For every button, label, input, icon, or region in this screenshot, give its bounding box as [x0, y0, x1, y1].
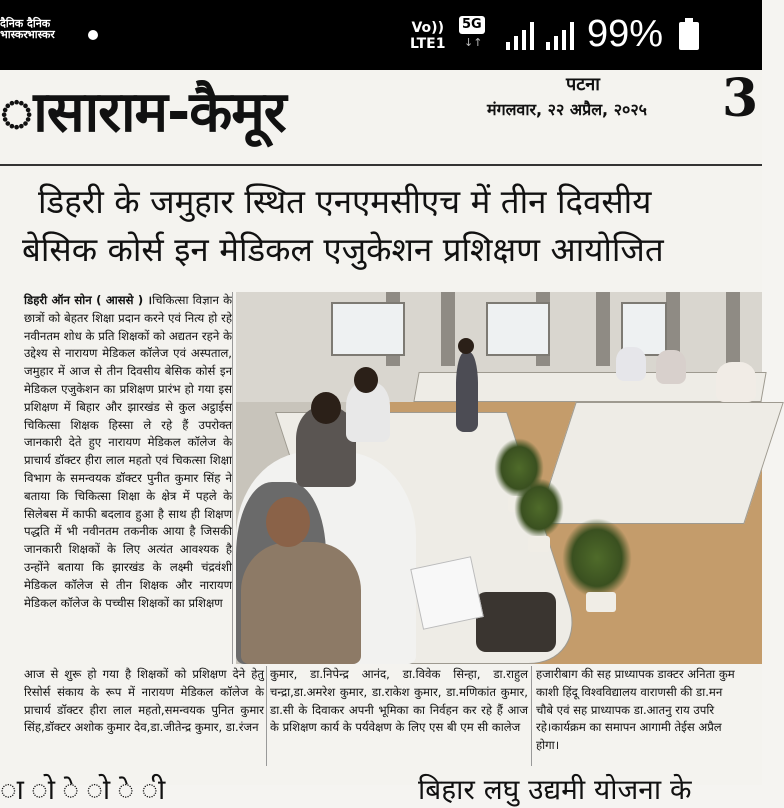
signal-strength-icon-2: [546, 22, 586, 50]
signal-strength-icon: [506, 22, 546, 50]
five-g-badge: 5G: [459, 16, 485, 34]
column-3-line: रहे।कार्यक्रम का समापन आगामी तेईस अप्रैल: [536, 720, 722, 735]
masthead-divider: [0, 164, 762, 166]
edition-date: मंगलवार, २२ अप्रैल, २०२५: [487, 100, 647, 119]
notification-dot-icon: [88, 30, 98, 40]
article-lead: [24, 292, 232, 612]
volte-label: Vo)): [411, 20, 444, 36]
next-headline-right: बिहार लघु उद्यमी योजना के: [418, 773, 692, 806]
column-3-line: चौबे एवं सह प्राध्यापक डा.आतनु राय उपरि: [536, 702, 715, 717]
network-indicator: [410, 20, 445, 52]
column-3-line: हजारीबाग की सह प्राध्यापक डाक्टर अनिता कुम: [536, 667, 735, 681]
battery-icon: [679, 18, 699, 50]
edition-city: पटना: [566, 74, 600, 95]
article-column-3: [536, 666, 776, 755]
article-lead-text: चिकित्सा विज्ञान के छात्रों को बेहतर शिक्षा प्रदान करने एवं नित्य हो रहे नवीनतम शोध के प्रति शिक्षकों को अद्यतन रहने के उद्देश्य से नारायण मेडिकल कॉलेज एवं अस्पताल, जमुहार में आज से तीन दिवसीय बेसिक कोर्स इन मेडिकल एजुकेशन का प्रशिक्षण प्रारंभ हो गया इस प्रशिक्षण में बिहार और झारखंड से कुल अट्ठाईस चिकित्सा शिक्षक हिस्सा ले रहे हैं उपरोक्त जानकारी देते हुए नारायण मेडिकल कॉलेज के प्राचार्य डॉक्टर हीरा लाल महतो एवं चिकत्सा शिक्षा विभाग के समन्वयक डॉक्टर पुनीत कुमार सिंह ने बताया कि चिकित्सा शिक्षा के क्षेत्र में पहले के सिलेबस में काफी बदलाव हुआ है साथ ही शिक्षण पद्धति में भी नवीनतम तकनीक आया है जिसकी जानकारी शिक्षकों के लिए अत्यंत आवश्यक है उन्होंने बताया कि झारखंड के लक्ष्मी चंद्रवंशी मेडिकल कॉलेज से तीन शिक्षक और नारायण मेडिकल कॉलेज के पच्चीस शिक्षकों का प्रशिक्षण: [24, 293, 232, 610]
newspaper-page: [0, 68, 762, 806]
article-column-1: आज से शुरू हो गया है शिक्षकों को प्रशिक्षण देने हेतु रिसोर्स संकाय के रूप में नारायण मेडिकल कॉलेज के प्राचार्य डॉक्टर हीरा लाल महतो,समन्वयक पुनित कुमार सिंह,डॉक्टर अशोक कुमार देव,डा.जीतेन्द्र कुमार, डा.रंजन: [24, 667, 264, 735]
lte-label: LTE1: [410, 36, 446, 52]
data-activity-icon: ↓↑: [464, 36, 483, 49]
next-headline-left: ा ो े ो े ी: [0, 773, 166, 806]
article-photo: [236, 292, 762, 664]
article-headline-line-2: बेसिक कोर्स इन मेडिकल एजुकेशन प्रशिक्षण आयोजित: [22, 230, 664, 269]
column-3-line: काशी हिंदू विश्वविद्यालय वाराणसी की डा.मन: [536, 684, 723, 699]
article-headline-line-1: डिहरी के जमुहार स्थित एनएमसीएच में तीन दिवसीय: [38, 182, 652, 221]
dainik-bhaskar-app-icon: दैनिक भास्कर: [0, 17, 28, 41]
article-column-2: कुमार, डा.निपेन्द्र आनंद, डा.विवेक सिन्हा, डा.राहुल चन्द्रा,डा.अमरेश कुमार, डा.राकेश कुमार, डा.मणिकांत कुमार, डा.सी के दिवाकर अपनी भूमिका का निर्वहन कर रहे हैं आज के प्रशिक्षण कार्य के पर्यवेक्षण के लिए एस बी एम सी कालेज: [270, 667, 528, 735]
column-3-line: होगा।: [536, 738, 560, 753]
status-bar: [0, 0, 762, 70]
dainik-bhaskar-app-icon-2: दैनिक भास्कर: [27, 17, 55, 41]
page-number: 3: [722, 68, 759, 129]
section-title: ासाराम-कैमूर: [0, 80, 286, 145]
article-dateline: डिहरी ऑन सोन ( आससे ) ।: [24, 293, 153, 307]
battery-percentage: 99%: [587, 13, 664, 55]
